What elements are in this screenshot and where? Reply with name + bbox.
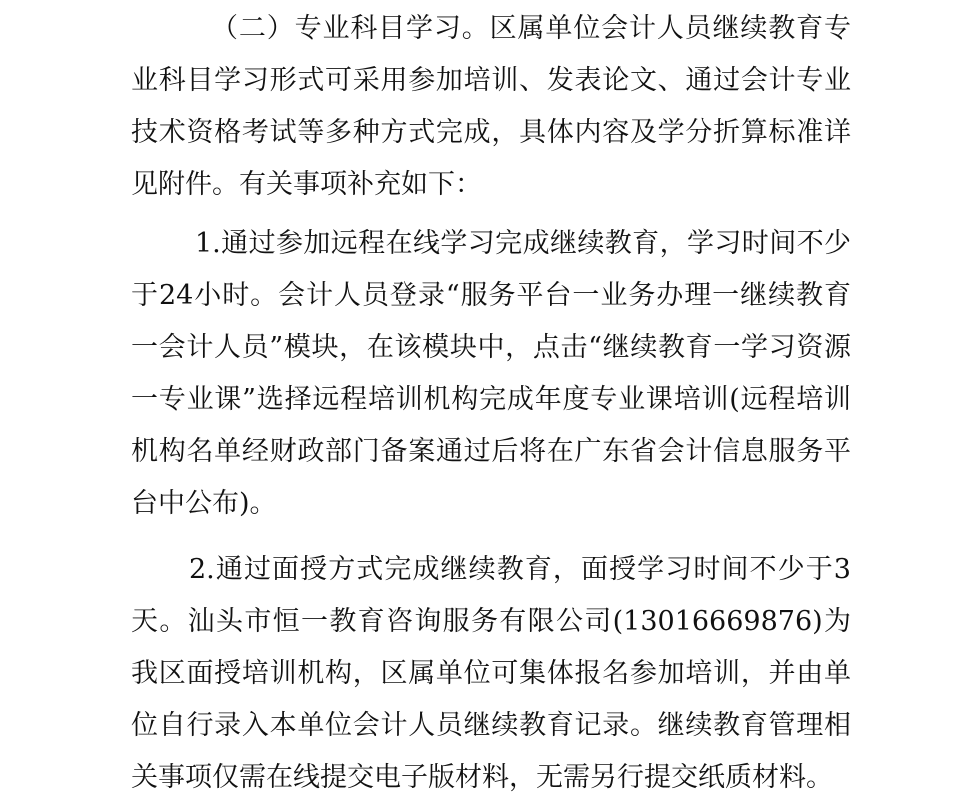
- document-page: [131, 0, 851, 804]
- paragraph-professional-subjects: （二）专业科目学习。区属单位会计人员继续教育专业科目学习形式可采用参加培训、发表论文、通过会计专业技术资格考试等多种方式完成，具体内容及学分折算标准详见附件。有关事项补充如下：: [131, 13, 851, 200]
- paragraph-remote-learning: 1.通过参加远程在线学习完成继续教育，学习时间不少于24小时。会计人员登录“服务平台一业务办理一继续教育一会计人员”模块，在该模块中，点击“继续教育一学习资源一专业课”选择远程培训机构完成年度专业课培训(远程培训机构名单经财政部门备案通过后将在广东省会计信息服务平台中公布)。: [131, 228, 851, 519]
- paragraph-face-to-face-learning: 2.通过面授方式完成继续教育，面授学习时间不少于3天。汕头市恒一教育咨询服务有限公司(13016669876)为我区面授培训机构，区属单位可集体报名参加培训，并由单位自行录入本单位会计人员继续教育记录。继续教育管理相关事项仅需在线提交电子版材料，无需另行提交纸质材料。: [131, 554, 851, 793]
